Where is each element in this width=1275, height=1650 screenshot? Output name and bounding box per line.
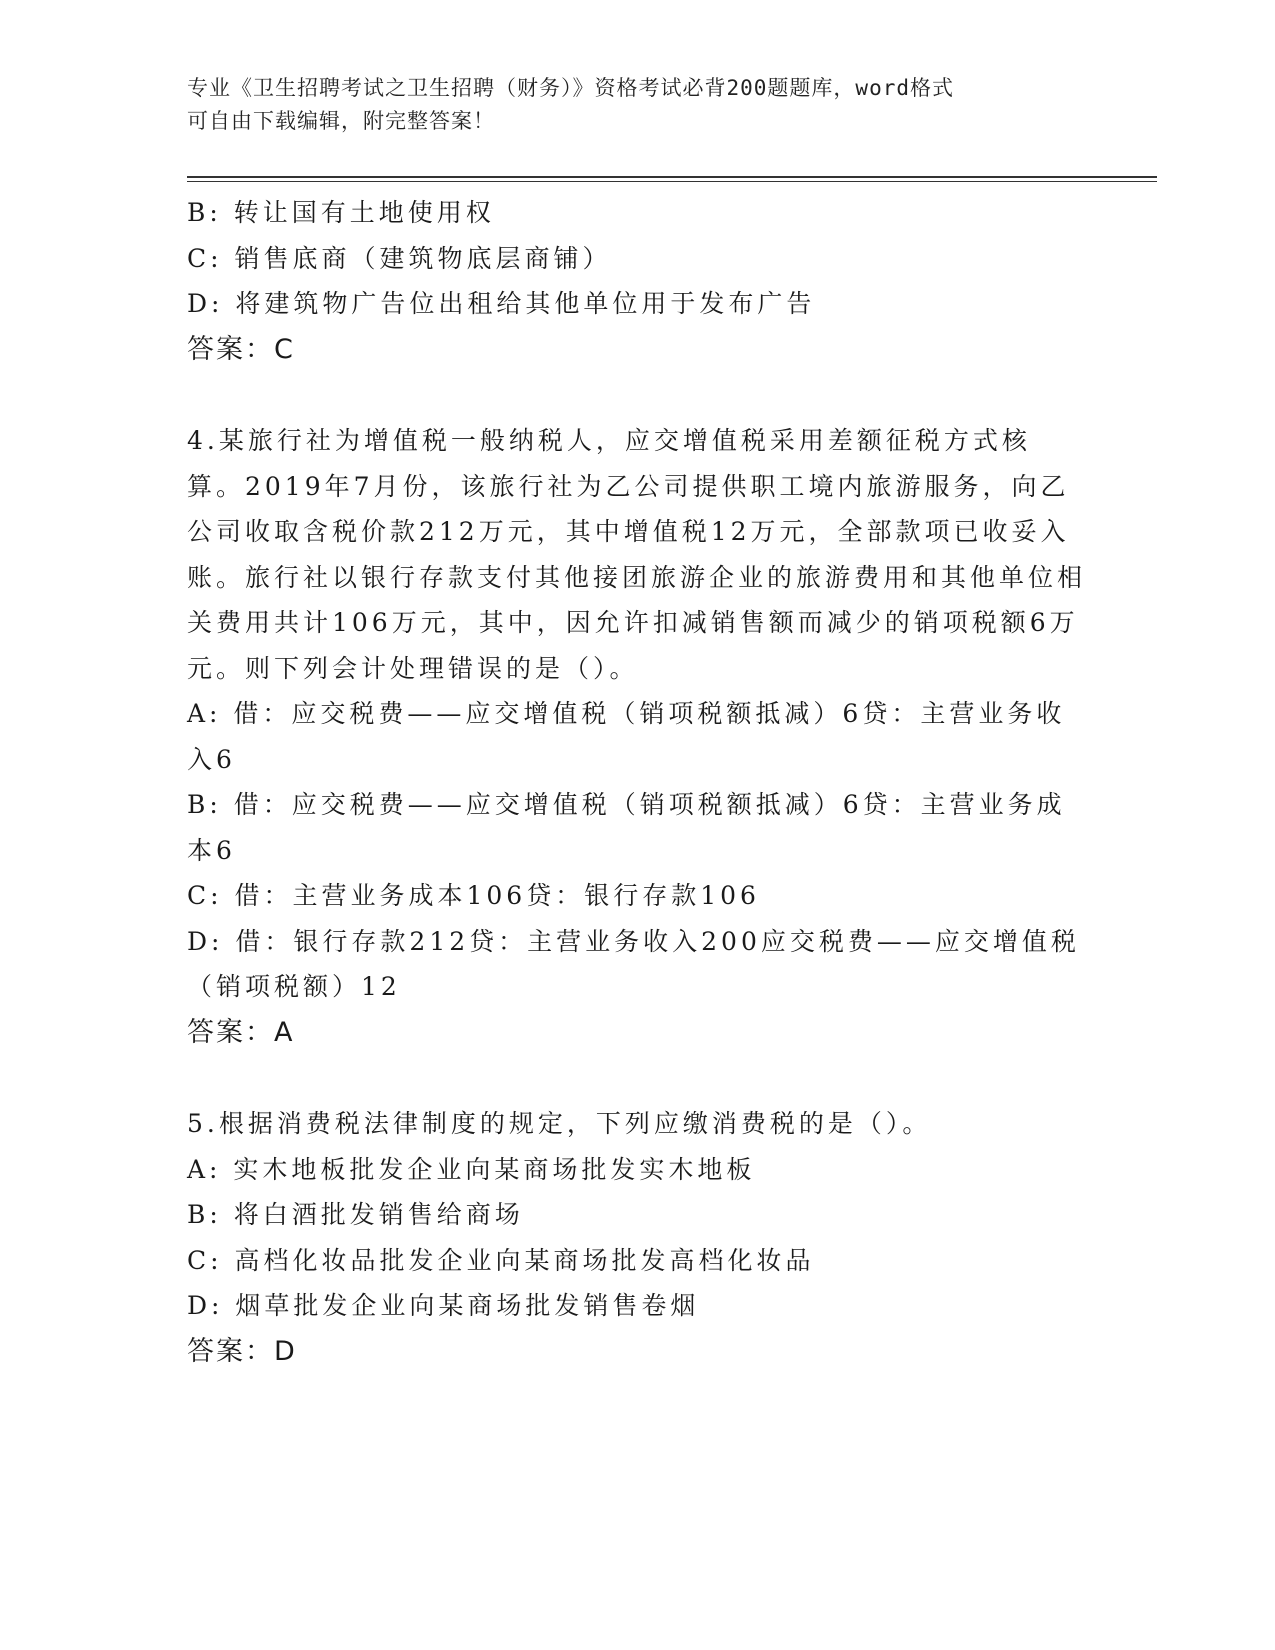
document-body [187, 190, 1087, 1374]
q4-option-a: A: 借：应交税费——应交增值税（销项税额抵减）6贷：主营业务收入6 [187, 699, 1066, 774]
q4-answer: 答案：A [187, 1016, 295, 1048]
header-title-line2: 可自由下载编辑，附完整答案！ [187, 109, 495, 133]
q5-stem: 5.根据消费税法律制度的规定，下列应缴消费税的是（）。 [187, 1109, 932, 1138]
header-title-line1: 专业《卫生招聘考试之卫生招聘（财务）》资格考试必背200题题库，word格式 [187, 76, 954, 100]
q3-answer: 答案：C [187, 333, 295, 365]
question-5 [187, 1101, 1087, 1374]
q5-option-d: D: 烟草批发企业向某商场批发销售卷烟 [187, 1291, 700, 1320]
q4-stem: 4.某旅行社为增值税一般纳税人，应交增值税采用差额征税方式核算。2019年7月份，该旅行社为乙公司提供职工境内旅游服务，向乙公司收取含税价款212万元，其中增值税12万元，全部款项已收妥入账。旅行社以银行存款支付其他接团旅游企业的旅游费用和其他单位相关费用共计106万元，其中，因允许扣减销售额而减少的销项税额6万元。则下列会计处理错误的是（）。 [187, 426, 1087, 683]
q5-option-c: C: 高档化妆品批发企业向某商场批发高档化妆品 [187, 1245, 815, 1275]
q4-option-b: B: 借：应交税费——应交增值税（销项税额抵减）6贷：主营业务成本6 [187, 790, 1066, 865]
q5-option-a: A: 实木地板批发企业向某商场批发实木地板 [187, 1154, 756, 1184]
q4-option-c: C: 借：主营业务成本106贷：银行存款106 [187, 881, 760, 910]
question-4 [187, 418, 1087, 1055]
question-3-continued [187, 190, 1087, 372]
document-header [187, 72, 1087, 138]
header-divider [187, 176, 1157, 182]
q5-answer: 答案：D [187, 1335, 297, 1367]
q5-option-b: B: 将白酒批发销售给商场 [187, 1200, 524, 1229]
q4-option-d: D: 借：银行存款212贷：主营业务收入200应交税费——应交增值税（销项税额）12 [187, 926, 1080, 1001]
q3-option-b: B: 转让国有土地使用权 [187, 198, 495, 227]
q3-option-c: C: 销售底商（建筑物底层商铺） [187, 243, 612, 273]
q3-option-d: D: 将建筑物广告位出租给其他单位用于发布广告 [187, 289, 816, 318]
